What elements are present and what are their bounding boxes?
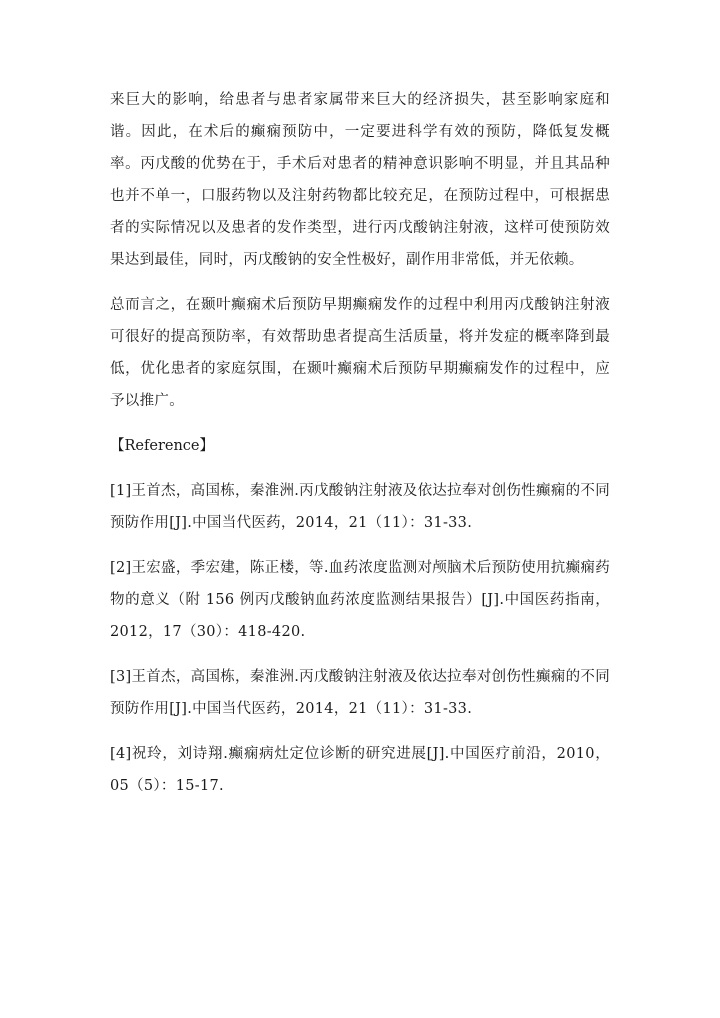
reference-item-2: [2]王宏盛，季宏建，陈正楼，等.血药浓度监测对颅脑术后预防使用抗癫痫药物的意义（附 156 例丙戊酸钠血药浓度监测结果报告）[J].中国医药指南，2012，17（30）：418-420. xyxy=(110,560,610,640)
reference-item-3: [3]王首杰，高国栋，秦淮洲.丙戊酸钠注射液及依达拉奉对创伤性癫痫的不同预防作用[J].中国当代医药，2014，21（11）：31-33. xyxy=(110,669,610,717)
reference-item-1: [1]王首杰，高国栋，秦淮洲.丙戊酸钠注射液及依达拉奉对创伤性癫痫的不同预防作用[J].中国当代医药，2014，21（11）：31-33. xyxy=(110,483,610,531)
body-paragraph-1: 来巨大的影响，给患者与患者家属带来巨大的经济损失，甚至影响家庭和谐。因此，在术后的癫痫预防中，一定要进科学有效的预防，降低复发概率。丙戊酸的优势在于，手术后对患者的精神意识影响不明显，并且其品种也并不单一，口服药物以及注射药物都比较充足，在预防过程中，可根据患者的实际情况以及患者的发作类型，进行丙戊酸钠注射液，这样可使预防效果达到最佳，同时，丙戊酸钠的安全性极好，副作用非常低，并无依赖。 xyxy=(110,92,610,268)
reference-heading: 【Reference】 xyxy=(110,438,214,454)
body-paragraph-2: 总而言之，在颞叶癫痫术后预防早期癫痫发作的过程中利用丙戊酸钠注射液可很好的提高预防率，有效帮助患者提高生活质量，将并发症的概率降到最低，优化患者的家庭氛围，在颞叶癫痫术后预防早期癫痫发作的过程中，应予以推广。 xyxy=(110,297,610,409)
reference-item-4: [4]祝玲，刘诗翔.癫痫病灶定位诊断的研究进展[J].中国医疗前沿，2010，05（5）：15-17. xyxy=(110,746,610,794)
